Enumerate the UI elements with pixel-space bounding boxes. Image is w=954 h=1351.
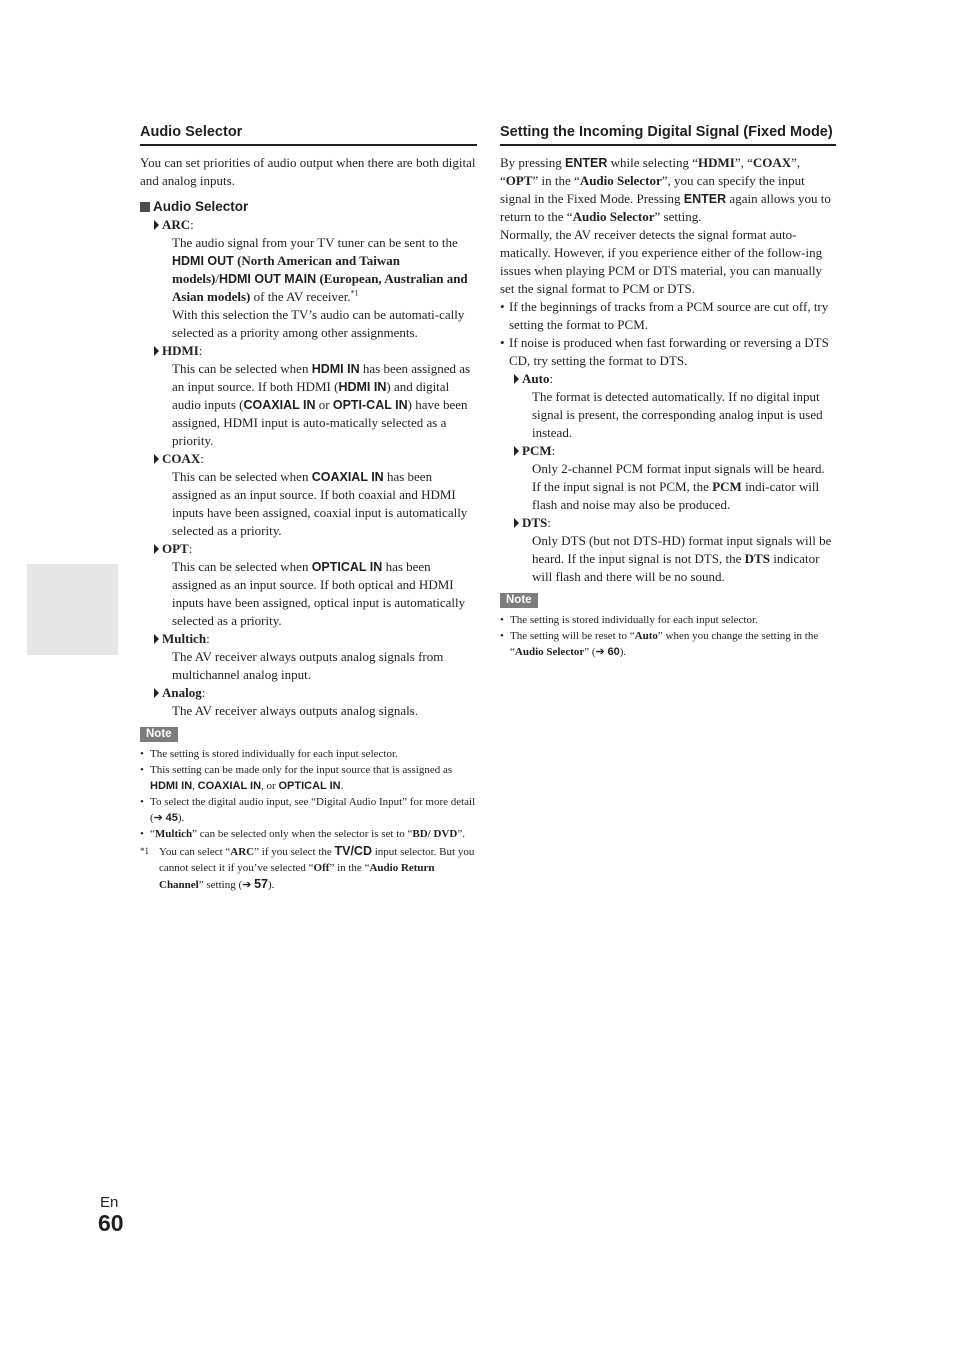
audio-selector-options	[140, 216, 477, 720]
option-label: HDMI	[162, 343, 199, 358]
square-bullet-icon	[140, 202, 150, 212]
bullet-item: • If noise is produced when fast forwarding or reversing a DTS CD, try setting the format to DTS.	[500, 334, 836, 370]
audio-selector-subheading	[140, 198, 477, 216]
option-arc-description: The audio signal from your TV tuner can be sent to the HDMI OUT (North American and Taiwan models)/HDMI OUT MAIN (European, Australian and Asian models) of the AV receiver.$^{*1}$ With this selection the TV’s audio can be automati-cally selected as a priority among other assignments.	[172, 235, 468, 340]
footnote	[140, 843, 477, 893]
option-label: Analog	[162, 685, 202, 700]
page-language: En	[100, 1194, 119, 1211]
triangle-bullet-icon	[154, 634, 159, 644]
option-auto-heading: Auto:	[514, 370, 836, 388]
issue-bullet-list	[500, 298, 836, 370]
option-analog-heading: Analog:	[154, 684, 477, 702]
option-multich-heading: Multich:	[154, 630, 477, 648]
option-dts-heading: DTS:	[514, 514, 836, 532]
note-item: • To select the digital audio input, see “Digital Audio Input” for more detail (➔ 45).	[140, 794, 477, 826]
fixed-mode-para-2: Normally, the AV receiver detects the signal format auto-matically. However, if you experience either of the follow-ing issues when playing PCM or DTS material, you can manually set the signal format to PCM or DTS.	[500, 227, 823, 296]
chapter-side-tab	[27, 564, 118, 655]
right-column	[500, 122, 836, 660]
option-label: Auto	[522, 371, 550, 386]
triangle-bullet-icon	[154, 346, 159, 356]
bullet-item: • If the beginnings of tracks from a PCM source are cut off, try setting the format to PCM.	[500, 298, 836, 334]
option-label: ARC	[162, 217, 191, 232]
triangle-bullet-icon	[514, 446, 519, 456]
note-badge: Note	[500, 593, 538, 608]
option-pcm-description: Only 2-channel PCM format input signals will be heard. If the input signal is not PCM, the PCM indi-cator will flash and noise may also be produced.	[532, 461, 825, 512]
note-item: • “Multich” can be selected only when the selector is set to “BD/ DVD”.	[140, 826, 477, 842]
note-item: • This setting can be made only for the input source that is assigned as HDMI IN, COAXIAL IN, or OPTICAL IN.	[140, 762, 477, 794]
note-item: • The setting is stored individually for each input selector.	[500, 612, 836, 628]
option-hdmi-description: This can be selected when HDMI IN has been assigned as an input source. If both HDMI (HDMI IN) and digital audio inputs (COAXIAL IN or OPTI-CAL IN) have been assigned, HDMI input is auto-matically selected as a priority.	[172, 361, 471, 448]
note-badge: Note	[140, 727, 178, 742]
triangle-bullet-icon	[154, 544, 159, 554]
footnote-text: You can select “ARC” if you select the TV/CD input selector. But you cannot select it if you’ve selected “Off” in the “Audio Return Channel” setting (➔ 57).	[159, 844, 475, 891]
audio-selector-intro: You can set priorities of audio output when there are both digital and analog inputs.	[140, 155, 476, 188]
fixed-mode-options	[500, 370, 836, 586]
right-notes-list	[500, 612, 836, 660]
option-label: OPT	[162, 541, 189, 556]
option-pcm-heading: PCM:	[514, 442, 836, 460]
subheading-label: Audio Selector	[153, 199, 249, 214]
left-notes-list	[140, 746, 477, 842]
triangle-bullet-icon	[514, 374, 519, 384]
fixed-mode-title: Setting the Incoming Digital Signal (Fixed Mode)	[500, 122, 836, 146]
left-column	[140, 122, 477, 893]
option-opt-heading: OPT:	[154, 540, 477, 558]
option-hdmi-heading: HDMI:	[154, 342, 477, 360]
triangle-bullet-icon	[154, 220, 159, 230]
footnote-mark: *1	[140, 846, 149, 856]
option-coax-heading: COAX:	[154, 450, 477, 468]
triangle-bullet-icon	[154, 688, 159, 698]
option-label: DTS	[522, 515, 548, 530]
option-coax-description: This can be selected when COAXIAL IN has been assigned as an input source. If both coaxial and HDMI inputs have been assigned, coaxial input is automatically selected as a priority.	[172, 469, 468, 538]
triangle-bullet-icon	[514, 518, 519, 528]
option-label: Multich	[162, 631, 207, 646]
audio-selector-title: Audio Selector	[140, 122, 477, 146]
option-label: PCM	[522, 443, 552, 458]
option-analog-description: The AV receiver always outputs analog signals.	[172, 703, 419, 718]
option-opt-description: This can be selected when OPTICAL IN has been assigned as an input source. If both optical and HDMI inputs have been assigned, optical input is automatically selected as a priority.	[172, 559, 466, 628]
page-number: 60	[98, 1210, 124, 1236]
note-item: • The setting will be reset to “Auto” when you change the setting in the “Audio Selector” (➔ 60).	[500, 628, 836, 660]
option-label: COAX	[162, 451, 201, 466]
fixed-mode-para-1: By pressing ENTER while selecting “HDMI”, “COAX”, “OPT” in the “Audio Selector”, you can specify the input signal in the Fixed Mode. Pressing ENTER again allows you to return to the “Audio Selector” setting.	[500, 155, 831, 224]
option-arc-heading: ARC:	[154, 216, 477, 234]
option-multich-description: The AV receiver always outputs analog signals from multichannel analog input.	[172, 649, 444, 682]
note-item: • The setting is stored individually for each input selector.	[140, 746, 477, 762]
option-dts-description: Only DTS (but not DTS-HD) format input signals will be heard. If the input signal is not DTS, the DTS indicator will flash and there will be no sound.	[532, 533, 832, 584]
option-auto-description: The format is detected automatically. If no digital input signal is present, the corresponding analog input is used instead.	[532, 389, 823, 440]
triangle-bullet-icon	[154, 454, 159, 464]
